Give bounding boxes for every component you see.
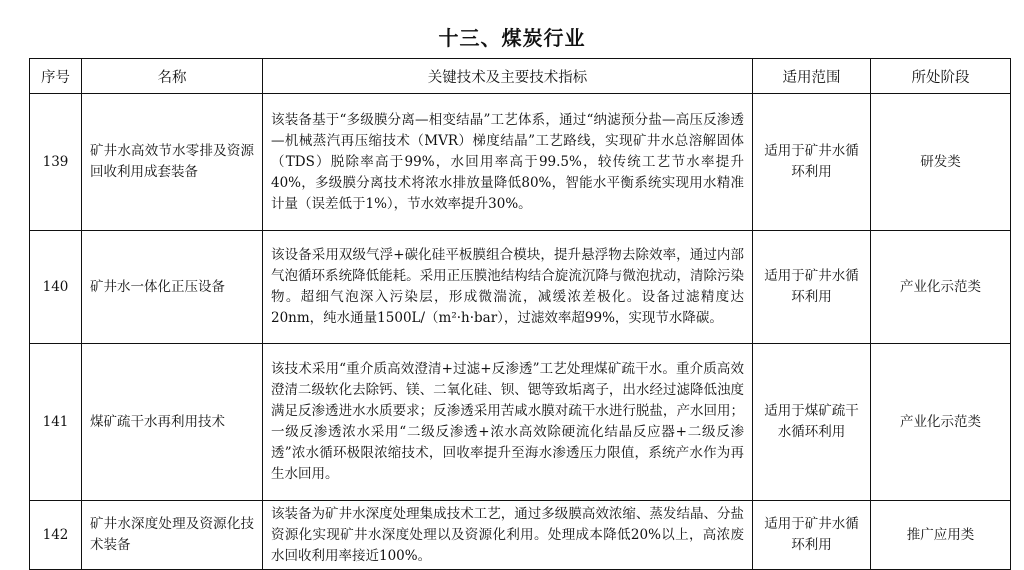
page-title: 十三、煤炭行业	[438, 26, 586, 50]
row-number: 142	[30, 501, 82, 570]
header-desc: 关键技术及主要技术指标	[263, 59, 753, 94]
row-scope: 适用于矿井水循环利用	[753, 231, 871, 344]
table-row	[30, 231, 1011, 344]
technology-table	[29, 58, 1011, 570]
row-number: 139	[30, 94, 82, 231]
row-stage: 研发类	[871, 94, 1011, 231]
row-description: 该装备为矿井水深度处理集成技术工艺，通过多级膜高效浓缩、蒸发结晶、分盐资源化实现矿井水深度处理以及资源化利用。处理成本降低20%以上，高浓废水回收利用率接近100%。	[263, 501, 753, 570]
row-name: 煤矿疏干水再利用技术	[82, 344, 263, 501]
table-row	[30, 344, 1011, 501]
header-scope: 适用范围	[753, 59, 871, 94]
row-number: 141	[30, 344, 82, 501]
table-row	[30, 501, 1011, 570]
header-stage: 所处阶段	[871, 59, 1011, 94]
row-stage: 推广应用类	[871, 501, 1011, 570]
row-stage: 产业化示范类	[871, 231, 1011, 344]
row-stage: 产业化示范类	[871, 344, 1011, 501]
row-scope: 适用于矿井水循环利用	[753, 94, 871, 231]
table-row	[30, 94, 1011, 231]
row-name: 矿井水一体化正压设备	[82, 231, 263, 344]
row-name: 矿井水深度处理及资源化技术装备	[82, 501, 263, 570]
header-name: 名称	[82, 59, 263, 94]
row-description: 该设备采用双级气浮+碳化硅平板膜组合模块，提升悬浮物去除效率，通过内部气泡循环系统降低能耗。采用正压膜池结构结合旋流沉降与微泡扰动，清除污染物。超细气泡深入污染层，形成微湍流，减缓浓差极化。设备过滤精度达20nm，纯水通量1500L/（m²·h·bar），过滤效率超99%，实现节水降碳。	[263, 231, 753, 344]
table-header-row	[30, 59, 1011, 94]
row-description: 该技术采用“重介质高效澄清+过滤+反渗透”工艺处理煤矿疏干水。重介质高效澄清二级软化去除钙、镁、二氧化硅、钡、锶等致垢离子，出水经过滤降低浊度满足反渗透进水水质要求；反渗透采用苦咸水膜对疏干水进行脱盐，产水回用；一级反渗透浓水采用“二级反渗透+浓水高效除硬流化结晶反应器+二级反渗透”浓水循环极限浓缩技术，回收率提升至海水渗透压力限值，系统产水作为再生水回用。	[263, 344, 753, 501]
row-name: 矿井水高效节水零排及资源回收利用成套装备	[82, 94, 263, 231]
row-description: 该装备基于“多级膜分离—相变结晶”工艺体系，通过“纳滤预分盐—高压反渗透—机械蒸汽再压缩技术（MVR）梯度结晶”工艺路线，实现矿井水总溶解固体（TDS）脱除率高于99%，水回用率高于99.5%，较传统工艺节水率提升40%，多级膜分离技术将浓水排放量降低80%，智能水平衡系统实现用水精准计量（误差低于1%），节水效率提升30%。	[263, 94, 753, 231]
row-scope: 适用于煤矿疏干水循环利用	[753, 344, 871, 501]
row-scope: 适用于矿井水循环利用	[753, 501, 871, 570]
header-no: 序号	[30, 59, 82, 94]
row-number: 140	[30, 231, 82, 344]
